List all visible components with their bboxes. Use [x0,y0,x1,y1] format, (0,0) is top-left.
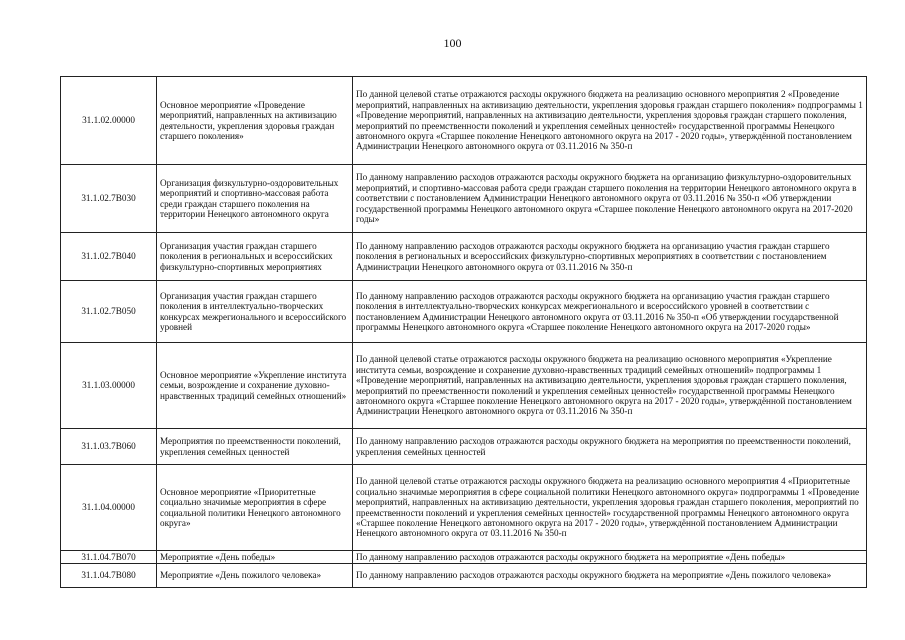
row-name: Основное мероприятие «Укрепление института семьи, возрождение и сохранение духовно-нравственных традиций семейных отношений» [157,343,353,429]
table-row [61,233,867,281]
row-code: 31.1.03.7В060 [61,429,157,465]
table-row [61,551,867,564]
row-name: Организация участия граждан старшего поколения в интеллектуально-творческих конкурсах межрегионального и всероссийского уровней [157,281,353,343]
row-code: 31.1.04.7В070 [61,551,157,564]
row-description: По данному направлению расходов отражаются расходы окружного бюджета на мероприятие «День победы» [353,551,867,564]
table-row [61,564,867,588]
row-name: Мероприятия по преемственности поколений, укрепления семейных ценностей [157,429,353,465]
row-code: 31.1.04.7В080 [61,564,157,588]
table-row [61,429,867,465]
page-number: 100 [443,36,462,50]
budget-classification-table [60,76,867,588]
table-row [61,281,867,343]
row-name: Мероприятие «День победы» [157,551,353,564]
table-row [61,343,867,429]
row-description: По данной целевой статье отражаются расходы окружного бюджета на реализацию основного мероприятия 4 «Приоритетные социально значимые мероприятия в сфере социальной политики Ненецкого автономного округа» подпрограммы 1 «Проведение мероприятий, направленных на активизацию деятельности, укрепления здоровья граждан старшего поколения, мероприятий по преемственности поколений и укрепления семейных ценностей» государственной программы Ненецкого автономного округа «Старшее поколение Ненецкого автономного округа на 2017 - 2020 годы», утверждённой постановлением Администрации Ненецкого автономного округа от 03.11.2016 № 350-п [353,465,867,551]
row-code: 31.1.02.7В050 [61,281,157,343]
row-code: 31.1.03.00000 [61,343,157,429]
row-name: Организация участия граждан старшего поколения в региональных и всероссийских физкультурно-спортивных мероприятиях [157,233,353,281]
row-description: По данному направлению расходов отражаются расходы окружного бюджета на организацию участия граждан старшего поколения в региональных и всероссийских физкультурно-спортивных мероприятиях в соответствии с постановлением Администрации Ненецкого автономного округа от 03.11.2016 № 350-п [353,233,867,281]
row-description: По данной целевой статье отражаются расходы окружного бюджета на реализацию основного мероприятия 2 «Проведение мероприятий, направленных на активизацию деятельности, укрепления здоровья граждан старшего поколения» подпрограммы 1 «Проведение мероприятий, направленных на активизацию деятельности, укрепления здоровья граждан старшего поколения, мероприятий по преемственности поколений и укрепления семейных ценностей» государственной программы Ненецкого автономного округа «Старшее поколение Ненецкого автономного округа на 2017 - 2020 годы», утверждённой постановлением Администрации Ненецкого автономного округа от 03.11.2016 № 350-п [353,77,867,165]
row-description: По данному направлению расходов отражаются расходы окружного бюджета на организацию участия граждан старшего поколения в интеллектуально-творческих конкурсах межрегионального и всероссийского уровней в соответствии с постановлением Администрации Ненецкого автономного округа от 03.11.2016 № 350-п «Об утверждении государственной программы Ненецкого автономного округа «Старшее поколение Ненецкого автономного округа на 2017-2020 годы» [353,281,867,343]
row-name: Мероприятие «День пожилого человека» [157,564,353,588]
row-code: 31.1.02.7В030 [61,165,157,233]
row-description: По данному направлению расходов отражаются расходы окружного бюджета на мероприятия по преемственности поколений, укрепления семейных ценностей [353,429,867,465]
table-row [61,465,867,551]
row-name: Основное мероприятие «Приоритетные социально значимые мероприятия в сфере социальной политики Ненецкого автономного округа» [157,465,353,551]
row-code: 31.1.02.7В040 [61,233,157,281]
table-row [61,77,867,165]
table-row [61,165,867,233]
row-description: По данному направлению расходов отражаются расходы окружного бюджета на мероприятие «День пожилого человека» [353,564,867,588]
row-code: 31.1.02.00000 [61,77,157,165]
row-name: Основное мероприятие «Проведение мероприятий, направленных на активизацию деятельности, укрепления здоровья граждан старшего поколения» [157,77,353,165]
row-description: По данному направлению расходов отражаются расходы окружного бюджета на организацию физкультурно-оздоровительных мероприятий, и спортивно-массовая работа среди граждан старшего поколения на территории Ненецкого автономного округа в соответствии с постановлением Администрации Ненецкого автономного округа от 03.11.2016 № 350-п «Об утверждении государственной программы Ненецкого автономного округа «Старшее поколение Ненецкого автономного округа на 2017-2020 годы» [353,165,867,233]
row-description: По данной целевой статье отражаются расходы окружного бюджета на реализацию основного мероприятия «Укрепление института семьи, возрождение и сохранение духовно-нравственных традиций семейных отношений» подпрограммы 1 «Проведение мероприятий, направленных на активизацию деятельности, укрепления здоровья граждан старшего поколения, мероприятий по преемственности поколений и укрепления семейных ценностей» государственной программы Ненецкого автономного округа «Старшее поколение Ненецкого автономного округа на 2017 - 2020 годы», утверждённой постановлением Администрации Ненецкого автономного округа от 03.11.2016 № 350-п [353,343,867,429]
row-code: 31.1.04.00000 [61,465,157,551]
row-name: Организация физкультурно-оздоровительных мероприятий и спортивно-массовая работа среди граждан старшего поколения на территории Ненецкого автономного округа [157,165,353,233]
